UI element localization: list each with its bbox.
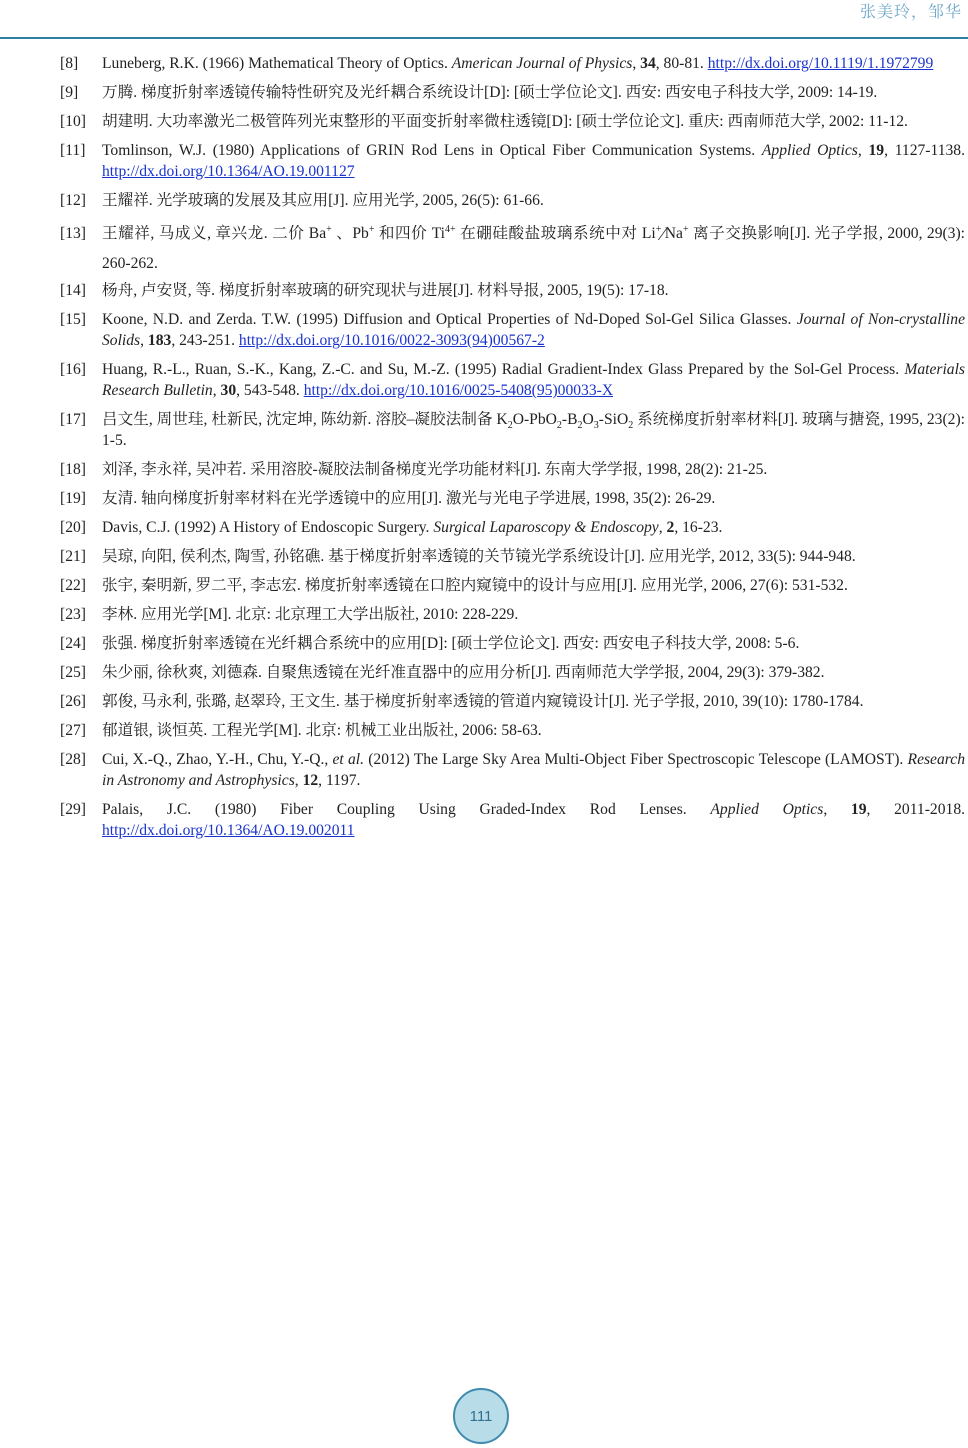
running-header-authors: 张美玲，邹华 — [859, 4, 962, 21]
page-number: 111 — [469, 1407, 493, 1425]
reference-text: 吕文生, 周世珪, 杜新民, 沈定坤, 陈幼新. 溶胶–凝胶法制备 $K_2O-PbO_2-B_2O_3-SiO_2$ 系统梯度折射率材料[J]. 玻璃与搪瓷, 1995, 23(2): 1-5. — [102, 411, 965, 449]
reference-number: [28] — [60, 751, 86, 768]
reference-number: [24] — [60, 635, 86, 652]
reference-item — [60, 604, 965, 625]
reference-text: 张强. 梯度折射率透镜在光纤耦合系统中的应用[D]: [硕士学位论文]. 西安: 西安电子科技大学, 2008: 5-6. — [102, 635, 800, 652]
reference-item — [60, 309, 965, 351]
reference-number: [23] — [60, 606, 86, 623]
reference-item — [60, 749, 965, 791]
reference-number: [13] — [60, 225, 86, 242]
reference-item — [60, 691, 965, 712]
reference-item — [60, 190, 965, 211]
reference-number: [18] — [60, 461, 86, 478]
reference-item — [60, 280, 965, 301]
reference-item — [60, 633, 965, 654]
doi-link[interactable]: http://dx.doi.org/10.1364/AO.19.001127 — [102, 163, 355, 180]
reference-number: [27] — [60, 722, 86, 739]
reference-number: [26] — [60, 693, 86, 710]
reference-number: [25] — [60, 664, 86, 681]
reference-text: Koone, N.D. and Zerda. T.W. (1995) Diffusion and Optical Properties of Nd-Doped Sol-Gel Silica Glasses. Journal of Non-crystalline Solids, 183, 243-251. http://dx.doi.org/10.1016/0022-3093(94)00567-2 — [102, 311, 965, 349]
reference-text: 吴琼, 向阳, 侯利杰, 陶雪, 孙铭礁. 基于梯度折射率透镜的关节镜光学系统设计[J]. 应用光学, 2012, 33(5): 944-948. — [102, 548, 856, 565]
reference-number: [19] — [60, 490, 86, 507]
reference-list — [60, 53, 965, 849]
reference-number: [14] — [60, 282, 86, 299]
reference-number: [17] — [60, 411, 86, 428]
header-divider — [0, 37, 968, 39]
reference-text: 胡建明. 大功率激光二极管阵列光束整形的平面变折射率微柱透镜[D]: [硕士学位论文]. 重庆: 西南师范大学, 2002: 11-12. — [102, 113, 908, 130]
reference-item — [60, 82, 965, 103]
reference-item — [60, 488, 965, 509]
reference-item — [60, 53, 965, 74]
reference-number: [10] — [60, 113, 86, 130]
reference-item — [60, 546, 965, 567]
reference-text: 刘泽, 李永祥, 吴冲若. 采用溶胶-凝胶法制备梯度光学功能材料[J]. 东南大学学报, 1998, 28(2): 21-25. — [102, 461, 768, 478]
reference-item — [60, 359, 965, 401]
reference-text: Cui, X.-Q., Zhao, Y.-H., Chu, Y.-Q., et al. (2012) The Large Sky Area Multi-Object Fiber Spectroscopic Telescope (LAMOST). Research in Astronomy and Astrophysics, 12, 1197. — [102, 751, 965, 789]
reference-item — [60, 459, 965, 480]
reference-number: [22] — [60, 577, 86, 594]
reference-item — [60, 662, 965, 683]
reference-item — [60, 517, 965, 538]
reference-text: Palais, J.C. (1980) Fiber Coupling Using Graded-Index Rod Lenses. Applied Optics, 19, 2011-2018. http://dx.doi.org/10.1364/AO.19.002011 — [102, 801, 966, 839]
reference-text: Huang, R.-L., Ruan, S.-K., Kang, Z.-C. and Su, M.-Z. (1995) Radial Gradient-Index Glass Prepared by the Sol-Gel Process. Materials Research Bulletin, 30, 543-548. http://dx.doi.org/10.1016/0025-5408(95)00033-X — [102, 361, 965, 399]
reference-number: [9] — [60, 84, 79, 101]
reference-number: [8] — [60, 55, 79, 72]
reference-number: [21] — [60, 548, 86, 565]
reference-text: Tomlinson, W.J. (1980) Applications of GRIN Rod Lens in Optical Fiber Communication Systems. Applied Optics, 19, 1127-1138. http://dx.doi.org/10.1364/AO.19.001127 — [102, 142, 965, 180]
doi-link[interactable]: http://dx.doi.org/10.1016/0022-3093(94)00567-2 — [238, 332, 545, 349]
reference-item — [60, 720, 965, 741]
reference-number: [20] — [60, 519, 86, 536]
reference-text: Luneberg, R.K. (1966) Mathematical Theory of Optics. American Journal of Physics, 34, 80-81. http://dx.doi.org/10.1119/1.1972799 — [102, 55, 934, 72]
reference-text: 万腾. 梯度折射率透镜传输特性研究及光纤耦合系统设计[D]: [硕士学位论文]. 西安: 西安电子科技大学, 2009: 14-19. — [102, 84, 878, 101]
reference-text: 李林. 应用光学[M]. 北京: 北京理工大学出版社, 2010: 228-229. — [102, 606, 519, 623]
reference-text: 郭俊, 马永利, 张璐, 赵翠玲, 王文生. 基于梯度折射率透镜的管道内窥镜设计[J]. 光子学报, 2010, 39(10): 1780-1784. — [102, 693, 864, 710]
reference-text: 张宇, 秦明新, 罗二平, 李志宏. 梯度折射率透镜在口腔内窥镜中的设计与应用[J]. 应用光学, 2006, 27(6): 531-532. — [102, 577, 848, 594]
reference-item — [60, 140, 965, 182]
doi-link[interactable]: http://dx.doi.org/10.1016/0025-5408(95)00033-X — [303, 382, 614, 399]
reference-item — [60, 409, 965, 451]
reference-item — [60, 219, 965, 278]
reference-item — [60, 799, 965, 841]
reference-text: 杨舟, 卢安贤, 等. 梯度折射率玻璃的研究现状与进展[J]. 材料导报, 2005, 19(5): 17-18. — [102, 282, 669, 299]
doi-link[interactable]: http://dx.doi.org/10.1119/1.1972799 — [707, 55, 934, 72]
doi-link[interactable]: http://dx.doi.org/10.1364/AO.19.002011 — [102, 822, 355, 839]
reference-number: [29] — [60, 801, 86, 818]
reference-number: [12] — [60, 192, 86, 209]
reference-text: 朱少丽, 徐秋爽, 刘德森. 自聚焦透镜在光纤准直器中的应用分析[J]. 西南师范大学学报, 2004, 29(3): 379-382. — [102, 664, 825, 681]
reference-number: [11] — [60, 142, 86, 159]
reference-text: 友清. 轴向梯度折射率材料在光学透镜中的应用[J]. 激光与光电子学进展, 1998, 35(2): 26-29. — [102, 490, 716, 507]
reference-item — [60, 111, 965, 132]
reference-text: 王耀祥, 马成义, 章兴龙. 二价 Ba+ 、Pb+ 和四价 $Ti^{4+}$ 在硼硅酸盐玻璃系统中对 Li+∕Na+ 离子交换影响[J]. 光子学报, 2000, 29(3): 260-262. — [102, 223, 966, 272]
reference-text: 郁道银, 谈恒英. 工程光学[M]. 北京: 机械工业出版社, 2006: 58-63. — [102, 722, 542, 739]
reference-item — [60, 575, 965, 596]
page-number-badge — [453, 1388, 509, 1444]
reference-text: Davis, C.J. (1992) A History of Endoscopic Surgery. Surgical Laparoscopy & Endoscopy, 2, 16-23. — [102, 519, 723, 536]
reference-number: [15] — [60, 311, 86, 328]
reference-number: [16] — [60, 361, 86, 378]
reference-text: 王耀祥. 光学玻璃的发展及其应用[J]. 应用光学, 2005, 26(5): 61-66. — [102, 192, 544, 209]
